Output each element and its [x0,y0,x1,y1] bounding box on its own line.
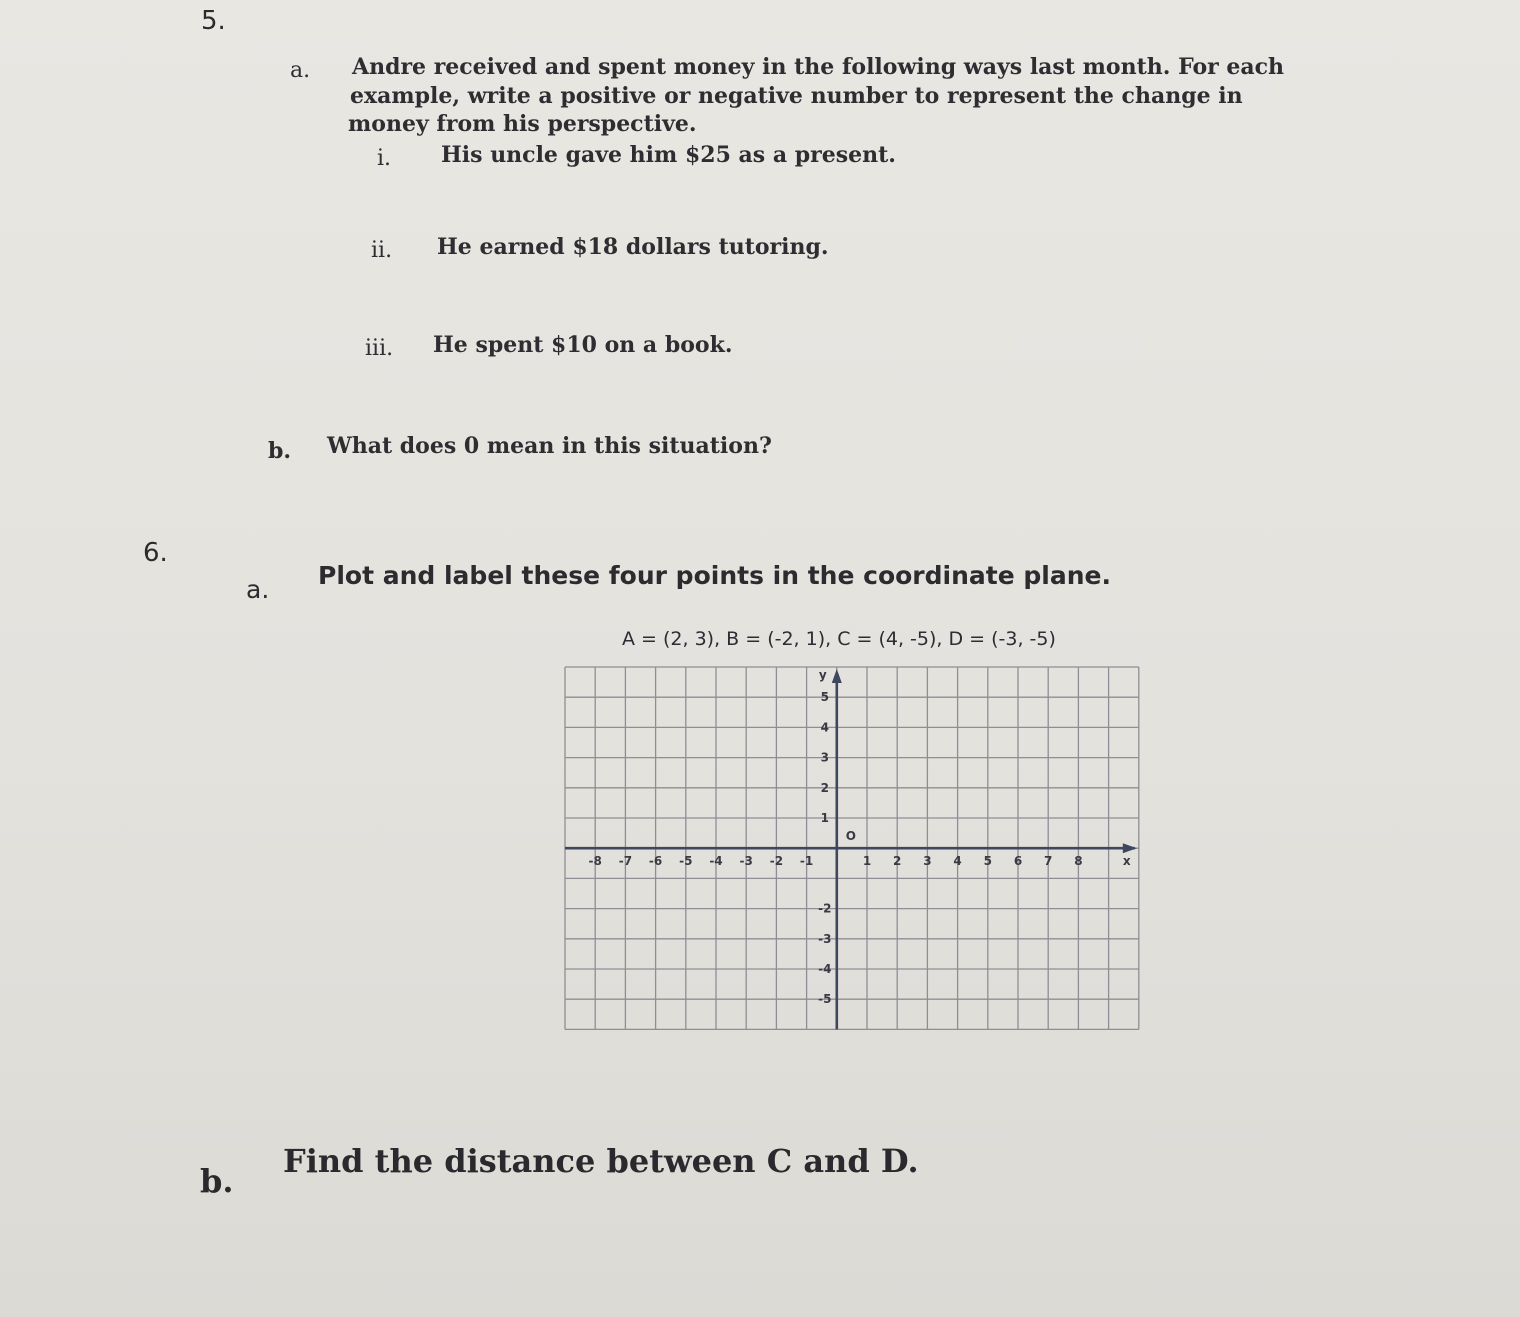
x-tick-label: -8 [588,854,602,869]
y-axis-arrow [832,669,842,683]
problem-5a-label: a. [290,58,311,83]
problem-6-number: 6. [143,538,168,568]
origin-marker: O [845,829,856,844]
item-iii-text: He spent $10 on a book. [433,332,733,358]
x-tick-label: 2 [893,854,902,869]
problem-6b-text: Find the distance between C and D. [283,1142,919,1180]
problem-6a-text: Plot and label these four points in the coordinate plane. [318,561,1111,590]
y-tick-label: 2 [820,780,829,795]
problem-5a-line-1: Andre received and spent money in the following ways last month. For each [352,54,1285,80]
y-tick-label: 1 [820,811,829,825]
x-tick-label: 5 [983,854,992,869]
problem-5b-text: What does 0 mean in this situation? [327,433,772,459]
problem-5a-line-3: money from his perspective. [348,111,697,137]
item-i-text: His uncle gave him $25 as a present. [441,142,896,168]
coordinate-plane[interactable] [555,655,1165,1050]
y-axis-label: y [818,668,827,682]
x-tick-label: 3 [923,854,932,869]
item-ii-text: He earned $18 dollars tutoring. [437,234,829,260]
y-tick-label: -2 [818,901,832,916]
item-iii-label: iii. [365,336,394,361]
problem-6b-label: b. [200,1162,234,1200]
x-tick-label: 4 [953,854,962,869]
y-tick-label: -4 [818,962,832,976]
x-tick-label: 7 [1044,854,1053,869]
axes [565,669,1137,1029]
problem-5-number: 5. [201,6,226,36]
y-tick-label: 4 [820,720,829,735]
problem-5a-line-2: example, write a positive or negative number to represent the change in [350,83,1243,109]
y-tick-label: -3 [818,931,832,946]
x-tick-label: -5 [679,854,693,869]
item-ii-label: ii. [371,238,393,263]
problem-6a-label: a. [246,575,270,604]
tick-labels [589,668,1131,1006]
item-i-label: i. [377,146,392,171]
x-tick-label: 8 [1074,854,1083,869]
x-tick-label: -7 [618,854,633,869]
x-tick-label: -1 [799,854,814,869]
x-tick-label: 1 [862,854,872,869]
x-tick-label: -2 [769,854,784,869]
x-tick-label: -6 [648,854,663,869]
x-axis-label: x [1122,854,1131,869]
y-tick-label: -5 [818,992,832,1007]
problem-5b-label: b. [268,438,292,464]
x-axis-arrow [1123,843,1137,853]
y-tick-label: 3 [820,750,829,765]
x-tick-label: 6 [1013,854,1023,869]
points-list: A = (2, 3), B = (-2, 1), C = (4, -5), D = (-3, -5) [622,628,1056,650]
y-tick-label: 5 [820,690,829,705]
x-tick-label: -4 [709,854,723,869]
x-tick-label: -3 [739,854,753,869]
